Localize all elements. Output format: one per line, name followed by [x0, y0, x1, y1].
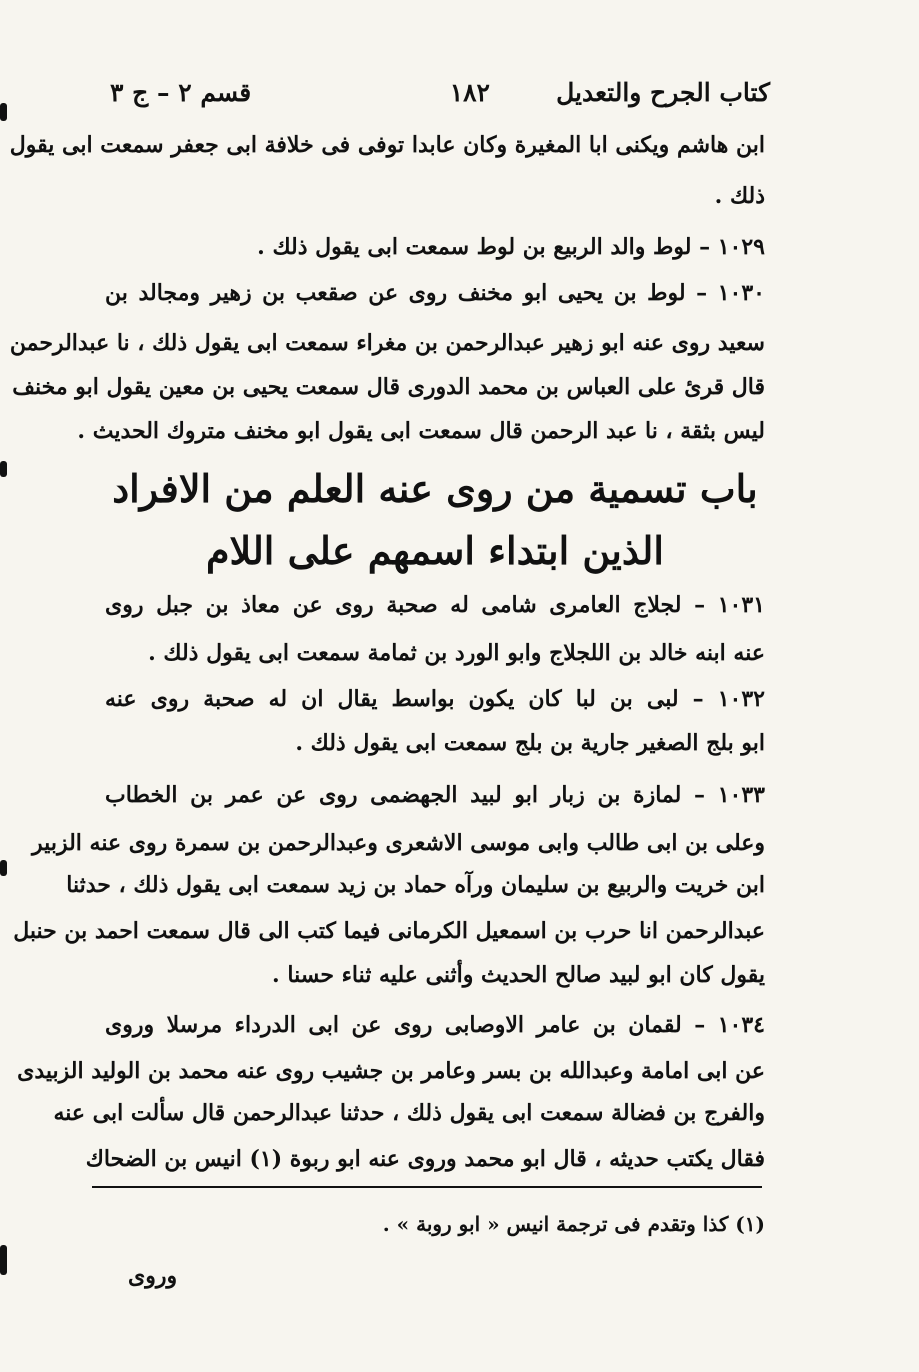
footnote-divider: [92, 1186, 762, 1188]
text-line: ابو بلج الصغير جارية بن بلج سمعت ابى يقول ذلك .: [295, 730, 765, 756]
text-line: يقول كان ابو لبيد صالح الحديث وأثنى عليه ثناء حسنا .: [272, 962, 765, 988]
volume-label: قسم ٢ – ج ٣: [110, 78, 252, 107]
entry-line: ١٠٣١ – لجلاج العامرى شامى له صحبة روى عن معاذ بن جبل روى: [105, 592, 765, 618]
book-title: كتاب الجرح والتعديل: [556, 78, 770, 107]
text-line: قال قرئ على العباس بن محمد الدورى قال سمعت يحيى بن معين يقول ابو مخنف: [12, 374, 765, 400]
footnote: (١) كذا وتقدم فى ترجمة انيس « ابو روبة » .: [382, 1212, 765, 1236]
text-line: فقال يكتب حديثه ، قال ابو محمد وروى عنه ابو ربوة (١) انيس بن الضحاك: [85, 1146, 765, 1172]
entry-line: ١٠٣٤ – لقمان بن عامر الاوصابى روى عن ابى الدرداء مرسلا وروى: [105, 1012, 765, 1038]
text-line: ليس بثقة ، نا عبد الرحمن قال سمعت ابى يقول ابو مخنف متروك الحديث .: [77, 418, 765, 444]
entry-line: ١٠٢٩ – لوط والد الربيع بن لوط سمعت ابى يقول ذلك .: [257, 234, 765, 260]
scan-margin-mark: [0, 103, 7, 121]
text-line: عن ابى امامة وعبدالله بن بسر وعامر بن جشيب روى عنه محمد بن الوليد الزبيدى: [17, 1058, 765, 1084]
page-number: ١٨٢: [449, 78, 490, 107]
chapter-heading-line-1: باب تسمية من روى عنه العلم من الافراد: [112, 466, 758, 511]
text-line: وعلى بن ابى طالب وابى موسى الاشعرى وعبدالرحمن بن سمرة روى عنه الزبير: [32, 830, 765, 856]
entry-line: ١٠٣٣ – لمازة بن زبار ابو لبيد الجهضمى روى عن عمر بن الخطاب: [105, 782, 765, 808]
text-line: ابن خريت والربيع بن سليمان ورآه حماد بن زيد سمعت ابى يقول ذلك ، حدثنا: [66, 872, 765, 898]
chapter-heading-line-2: الذين ابتداء اسمهم على اللام: [206, 528, 664, 573]
text-line: عنه ابنه خالد بن اللجلاج وابو الورد بن ثمامة سمعت ابى يقول ذلك .: [148, 640, 765, 666]
scan-margin-mark: [0, 1245, 7, 1275]
text-line: سعيد روى عنه ابو زهير عبدالرحمن بن مغراء سمعت ابى يقول ذلك ، نا عبدالرحمن: [9, 330, 765, 356]
running-header: [110, 78, 770, 118]
catchword: وروى: [128, 1263, 178, 1289]
entry-line: ١٠٣٠ – لوط بن يحيى ابو مخنف روى عن صقعب بن زهير ومجالد بن: [105, 280, 765, 306]
text-line: ذلك .: [714, 183, 765, 209]
entry-line: ١٠٣٢ – لبى بن لبا كان يكون بواسط يقال ان له صحبة روى عنه: [105, 686, 765, 712]
scan-margin-mark: [0, 461, 7, 477]
text-line: عبدالرحمن انا حرب بن اسمعيل الكرمانى فيما كتب الى قال سمعت احمد بن حنبل: [13, 918, 765, 944]
scan-margin-mark: [0, 860, 7, 876]
text-line: ابن هاشم ويكنى ابا المغيرة وكان عابدا توفى فى خلافة ابى جعفر سمعت ابى يقول: [9, 132, 765, 158]
text-line: والفرج بن فضالة سمعت ابى يقول ذلك ، حدثنا عبدالرحمن قال سألت ابى عنه: [53, 1100, 765, 1126]
